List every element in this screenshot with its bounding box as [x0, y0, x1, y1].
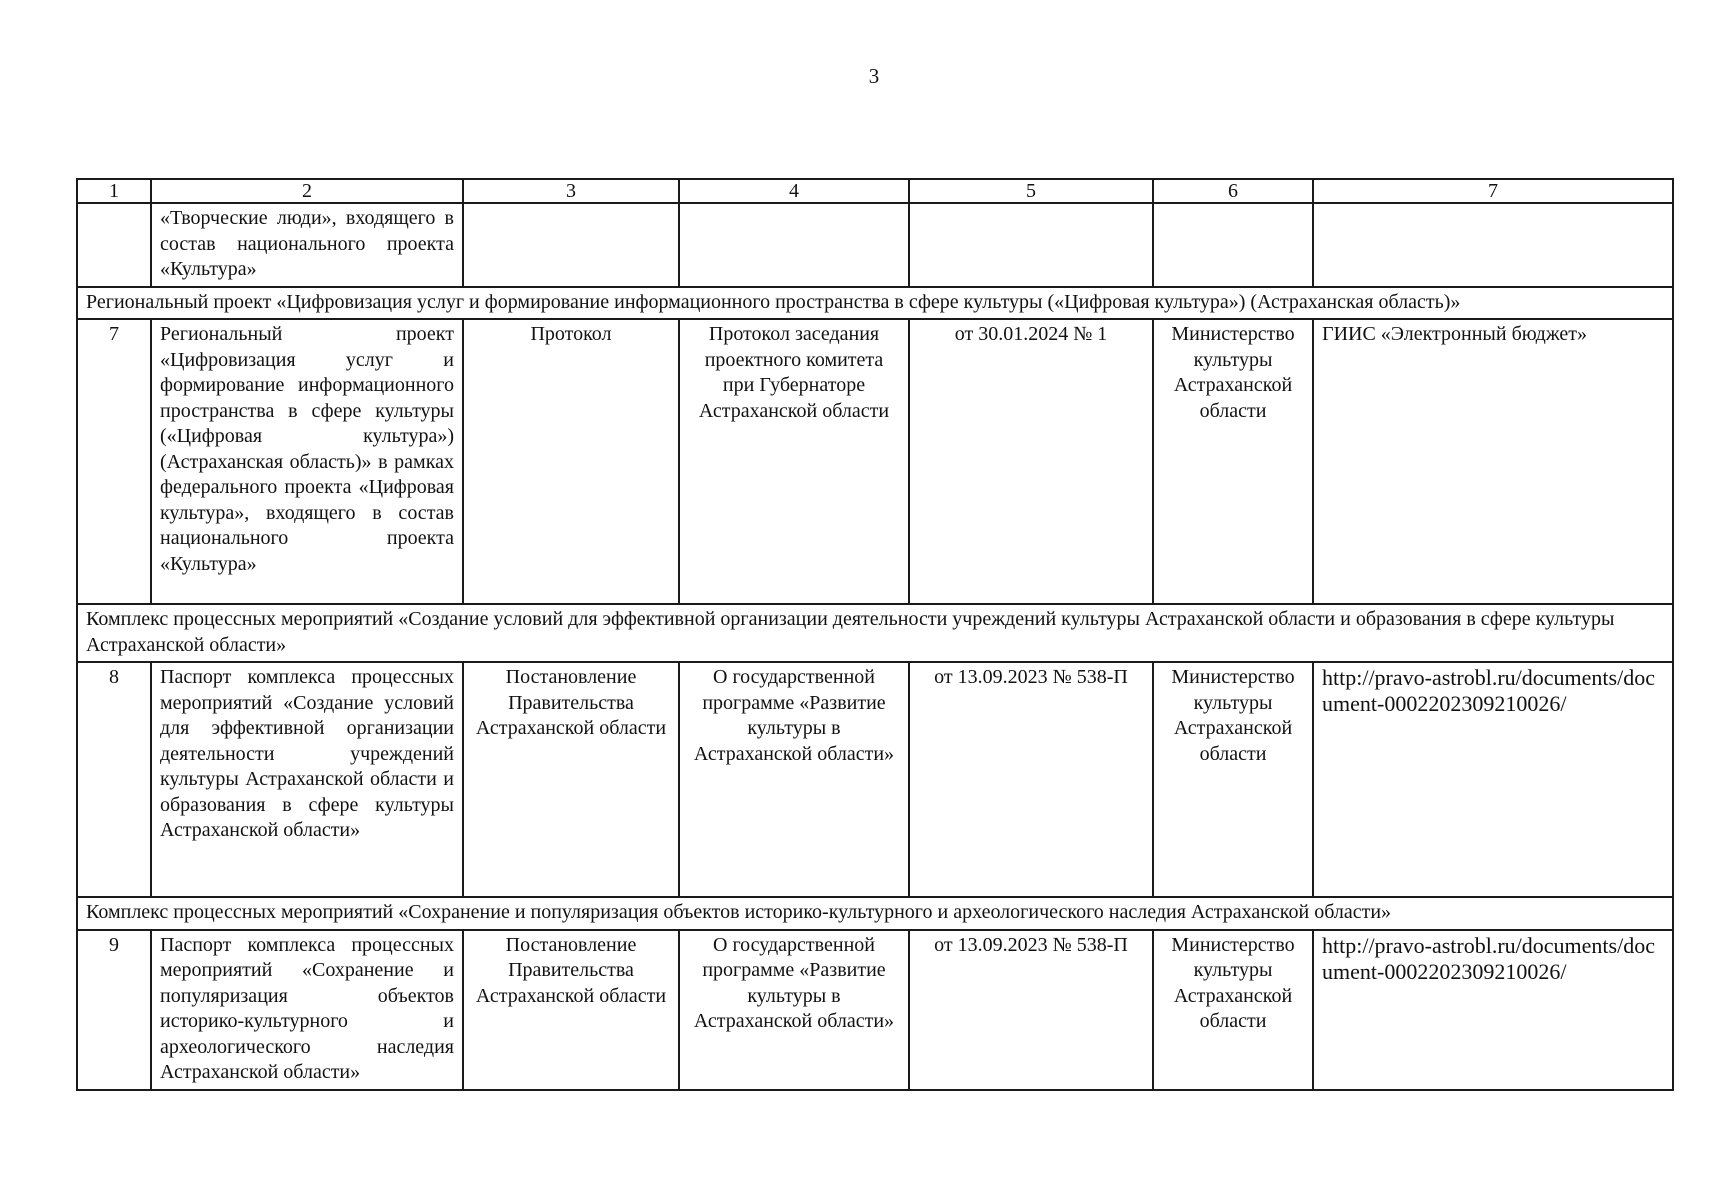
section-heading: Комплекс процессных мероприятий «Сохранение и популяризация объектов историко-культурного и археологического наследия Астраханской области» — [77, 897, 1673, 930]
section-heading-row — [77, 897, 1673, 930]
row-doc-title: Протокол заседания проектного комитета при Губернаторе Астраханской области — [679, 319, 909, 604]
row-date: от 13.09.2023 № 538-П — [909, 930, 1153, 1090]
row-doc-title: О государственной программе «Развитие культуры в Астраханской области» — [679, 662, 909, 897]
column-number: 1 — [77, 179, 151, 203]
row-date: от 30.01.2024 № 1 — [909, 319, 1153, 604]
table-row — [77, 319, 1673, 604]
row-source: ГИИС «Электронный бюджет» — [1313, 319, 1673, 604]
table-row — [77, 930, 1673, 1090]
row-date — [909, 203, 1153, 287]
row-doc-type — [463, 203, 679, 287]
table-row — [77, 662, 1673, 897]
row-name: Паспорт комплекса процессных мероприятий «Создание условий для эффективной организации деятельности учреждений культуры Астраханской области и образования в сфере культуры Астраханской области» — [151, 662, 463, 897]
column-number: 5 — [909, 179, 1153, 203]
row-name: «Творческие люди», входящего в состав национального проекта «Культура» — [151, 203, 463, 287]
column-number: 6 — [1153, 179, 1313, 203]
row-doc-title — [679, 203, 909, 287]
section-heading-row — [77, 287, 1673, 320]
row-doc-type: Постановление Правительства Астраханской области — [463, 662, 679, 897]
row-responsible: Министерство культуры Астраханской области — [1153, 930, 1313, 1090]
row-date: от 13.09.2023 № 538-П — [909, 662, 1153, 897]
column-number: 2 — [151, 179, 463, 203]
row-source — [1313, 203, 1673, 287]
row-doc-type: Протокол — [463, 319, 679, 604]
row-number: 8 — [77, 662, 151, 897]
section-heading-row — [77, 604, 1673, 662]
row-number — [77, 203, 151, 287]
column-number-header — [77, 179, 1673, 203]
row-responsible: Министерство культуры Астраханской области — [1153, 662, 1313, 897]
row-source-link[interactable]: http://pravo-astrobl.ru/documents/document-0002202309210026/ — [1313, 930, 1673, 1090]
row-responsible: Министерство культуры Астраханской области — [1153, 319, 1313, 604]
row-name: Паспорт комплекса процессных мероприятий «Сохранение и популяризация объектов историко-культурного и археологического наследия Астраханской области» — [151, 930, 463, 1090]
table-row — [77, 203, 1673, 287]
row-number: 9 — [77, 930, 151, 1090]
page-number: 3 — [868, 64, 880, 88]
column-number: 7 — [1313, 179, 1673, 203]
registry-table — [76, 178, 1674, 1091]
section-heading: Комплекс процессных мероприятий «Создание условий для эффективной организации деятельности учреждений культуры Астраханской области и образования в сфере культуры Астраханской области» — [77, 604, 1673, 662]
row-doc-title: О государственной программе «Развитие культуры в Астраханской области» — [679, 930, 909, 1090]
row-number: 7 — [77, 319, 151, 604]
row-source-link[interactable]: http://pravo-astrobl.ru/documents/document-0002202309210026/ — [1313, 662, 1673, 897]
row-name: Региональный проект «Цифровизация услуг и формирование информационного пространства в сфере культуры («Цифровая культура») (Астраханская область)» в рамках федерального проекта «Цифровая культура», входящего в состав национального проекта «Культура» — [151, 319, 463, 604]
column-number: 4 — [679, 179, 909, 203]
section-heading: Региональный проект «Цифровизация услуг и формирование информационного пространства в сфере культуры («Цифровая культура») (Астраханская область)» — [77, 287, 1673, 320]
row-responsible — [1153, 203, 1313, 287]
row-doc-type: Постановление Правительства Астраханской области — [463, 930, 679, 1090]
column-number: 3 — [463, 179, 679, 203]
